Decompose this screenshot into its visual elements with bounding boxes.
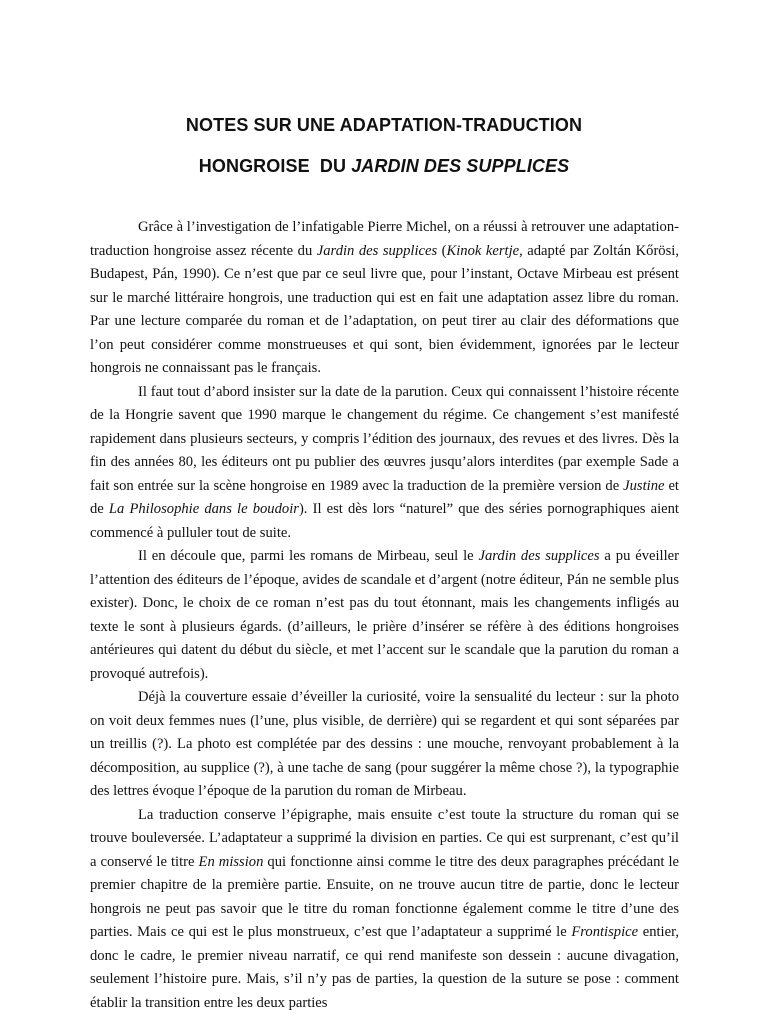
italic-text: Frontispice <box>571 924 639 940</box>
document-title-line-1 <box>0 115 768 136</box>
document-title-line-2 <box>0 156 768 177</box>
italic-text: Kinok kertje <box>446 242 520 259</box>
paragraph <box>90 686 679 804</box>
italic-text: En mission <box>198 853 264 870</box>
paragraph-text: entier, donc le cadre, le premier niveau narratif, ce qui rend manifeste son dessein : aucune divagation, seulement l’histoire pure. Mais, s’il n’y pas de parties, la question de la suture se pose : comment établir la transition entre les deux parties <box>90 924 680 1011</box>
italic-text: Jardin des supplices <box>316 242 438 259</box>
paragraph-text: Il en découle que, parmi les romans de Mirbeau, seul le <box>138 548 479 564</box>
title-text-line-1: NOTES SUR UNE ADAPTATION-TRADUCTION <box>185 115 583 135</box>
paragraph <box>90 804 679 1016</box>
document-body <box>90 216 679 1015</box>
title-text-line-2-italic: JARDIN DES SUPPLICES <box>351 156 570 176</box>
italic-text: Justine <box>623 477 665 494</box>
paragraph-text: qui fonctionne ainsi comme le titre des deux paragraphes précédant le premier chapitre de la première partie. Ensuite, on ne trouve aucun titre de partie, donc le lecteur hongrois ne peut pas savoir que le titre du roman fonctionne également comme le titre d’une des parties. Mais ce qui est le plus monstrueux, c’est que l’adaptateur a supprimé le <box>90 853 679 940</box>
paragraph <box>90 216 679 381</box>
paragraph <box>90 545 679 686</box>
paragraph-text: Grâce à l’investigation de l’infatigable Pierre Michel, on a réussi à retrouver une adaptation-traduction hongroise assez récente du <box>90 219 679 259</box>
paragraph-text: a pu éveiller l’attention des éditeurs de l’époque, avides de scandale et d’argent (notre éditeur, Pán ne semble plus exister). Donc, le choix de ce roman n’est pas du tout étonnant, mais les changements infligés au texte le sont à plusieurs égards. (d’ailleurs, le prière d’insérer se réfère à des éditions hongroises antérieures qui datent du début du siècle, et met l’accent sur le scandale que la parution du roman a provoqué autrefois). <box>90 548 679 682</box>
paragraph-text: Déjà la couverture essaie d’éveiller la curiosité, voire la sensualité du lecteur : sur la photo on voit deux femmes nues (l’une, plus visible, de derrière) qui se regardent et qui sont séparées par un treillis (?). La photo est complétée par des dessins : une mouche, renvoyant probablement à la décomposition, au supplice (?), à une tache de sang (pour suggérer la même chose ?), la typographie des lettres évoque l’époque de la parution du roman de Mirbeau. <box>90 689 679 799</box>
italic-text: La Philosophie dans le boudoir <box>108 501 299 517</box>
paragraph-text: Il faut tout d’abord insister sur la date de la parution. Ceux qui connaissent l’histoire récente de la Hongrie savent que 1990 marque le changement du régime. Ce changement s’est manifesté rapidement dans plusieurs secteurs, y compris l’édition des journaux, des revues et des livres. Dès la fin des années 80, les éditeurs ont pu publier des œuvres jusqu’alors interdites (par exemple Sade a fait son entrée sur la scène hongroise en 1989 avec la traduction de la première version de <box>90 383 679 494</box>
paragraph-text: , adapté par Zoltán Kőrösi, Budapest, Pán, 1990). Ce n’est que par ce seul livre que, pour l’instant, Octave Mirbeau est présent sur le marché littéraire hongrois, une traduction qui est en fait une adaptation assez libre du roman. Par une lecture comparée du roman et de l’adaptation, on peut tirer au clair des déformations que l’on peut considérer comme monstrueuses et qui sont, bien évidemment, ignorées par le lecteur hongrois ne connaissant pas le français. <box>90 242 679 376</box>
title-text-line-2-prefix: HONGROISE DU <box>198 156 352 176</box>
paragraph <box>90 381 679 546</box>
paragraph-text: ). Il est dès lors “naturel” que des séries pornographiques aient commencé à pulluler tout de suite. <box>90 501 679 541</box>
paragraph-text: ( <box>437 242 447 259</box>
italic-text: Jardin des supplices <box>478 548 600 564</box>
paragraph-text: La traduction conserve l’épigraphe, mais ensuite c’est toute la structure du roman qui se trouve bouleversée. L’adaptateur a supprimé la division en parties. Ce qui est surprenant, c’est qu’il a conservé le titre <box>90 806 679 870</box>
paragraph-text: et de <box>90 477 679 517</box>
